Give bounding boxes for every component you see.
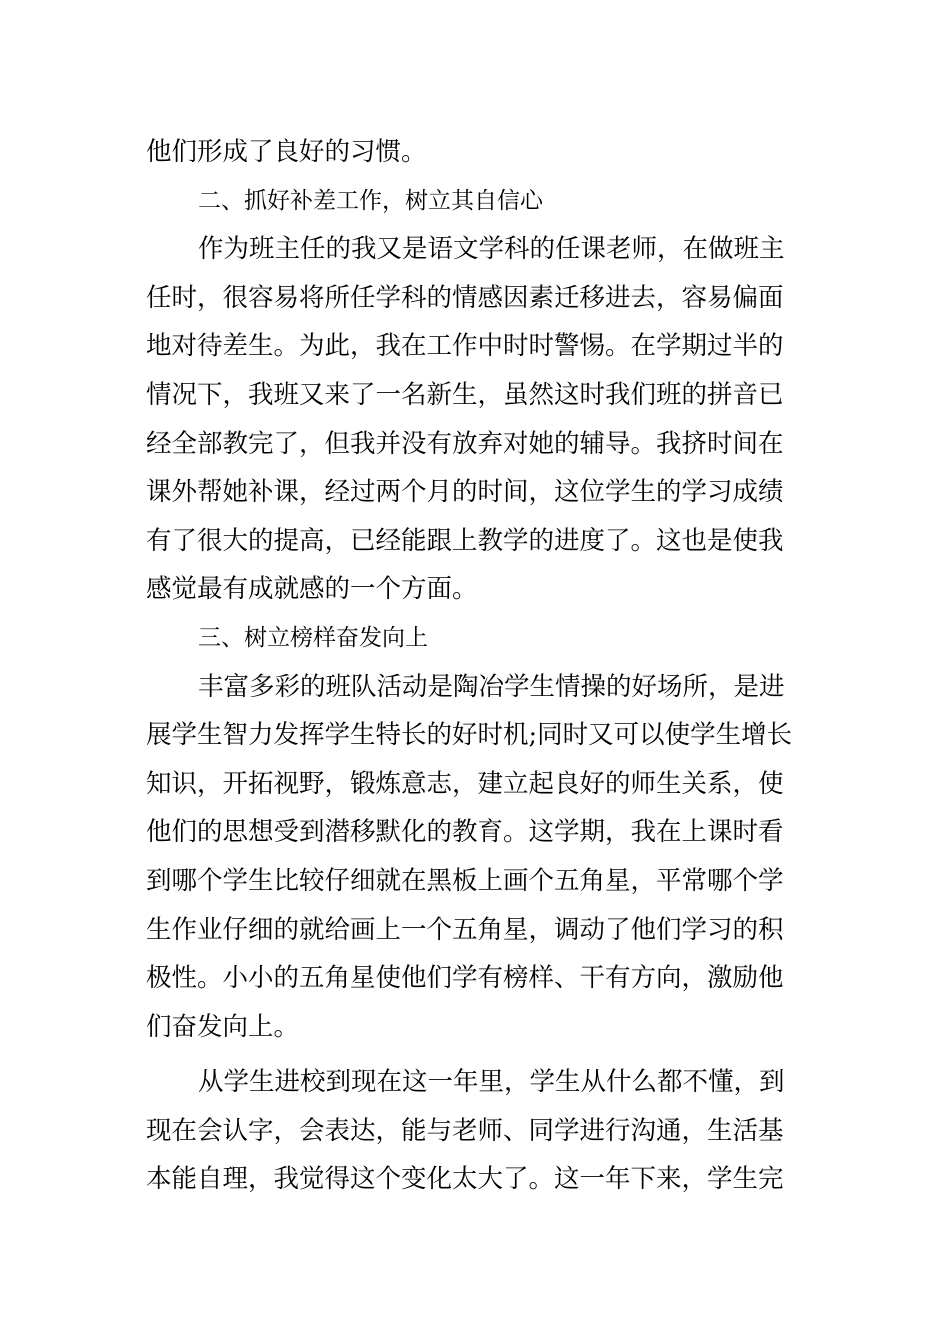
paragraph-line: 现在会认字，会表达，能与老师、同学进行沟通，生活基 (146, 1115, 784, 1146)
paragraph-line: 丰富多彩的班队活动是陶冶学生情操的好场所，是进 (198, 671, 785, 702)
paragraph-line: 本能自理，我觉得这个变化太大了。这一年下来，学生完 (146, 1164, 784, 1195)
paragraph-line: 课外帮她补课，经过两个月的时间，这位学生的学习成绩 (146, 477, 784, 508)
section-heading-2: 二、抓好补差工作，树立其自信心 (198, 187, 543, 214)
paragraph-line: 任时，很容易将所任学科的情感因素迁移进去，容易偏面 (146, 282, 784, 313)
paragraph-line: 他们的思想受到潜移默化的教育。这学期，我在上课时看 (146, 817, 784, 848)
section-heading-3: 三、树立榜样奋发向上 (198, 624, 428, 651)
paragraph-line: 展学生智力发挥学生特长的好时机;同时又可以使学生增长 (146, 720, 793, 751)
paragraph-line: 知识，开拓视野，锻炼意志，建立起良好的师生关系，使 (146, 768, 784, 799)
paragraph-line: 有了很大的提高，已经能跟上教学的进度了。这也是使我 (146, 525, 784, 556)
paragraph-line: 他们形成了良好的习惯。 (146, 137, 427, 167)
paragraph-line: 到哪个学生比较仔细就在黑板上画个五角星，平常哪个学 (146, 865, 784, 896)
paragraph-line: 作为班主任的我又是语文学科的任课老师，在做班主 (198, 234, 785, 265)
paragraph-line: 从学生进校到现在这一年里，学生从什么都不懂，到 (198, 1067, 785, 1098)
paragraph-line: 地对待差生。为此，我在工作中时时警惕。在学期过半的 (146, 331, 784, 362)
document-page (146, 128, 806, 1204)
paragraph-line: 生作业仔细的就给画上一个五角星，调动了他们学习的积 (146, 914, 784, 945)
paragraph-line: 感觉最有成就感的一个方面。 (146, 574, 478, 605)
paragraph-line: 极性。小小的五角星使他们学有榜样、干有方向，激励他 (146, 963, 784, 994)
paragraph-gap (146, 1051, 806, 1058)
paragraph-line: 们奋发向上。 (146, 1011, 300, 1042)
paragraph-line: 情况下，我班又来了一名新生，虽然这时我们班的拼音已 (146, 379, 784, 410)
paragraph-line: 经全部教完了，但我并没有放弃对她的辅导。我挤时间在 (146, 428, 784, 459)
